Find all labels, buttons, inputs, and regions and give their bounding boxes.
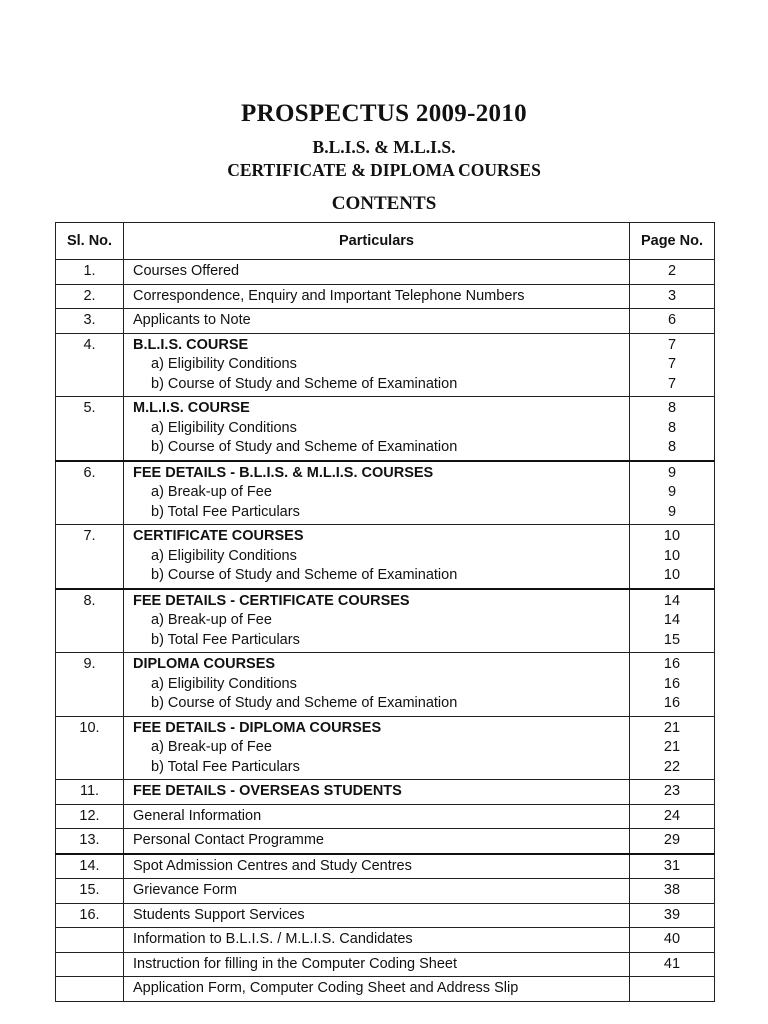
page-no-cell: 39 [630,903,715,928]
table-row [56,397,715,461]
page-number: 8 [667,400,677,416]
sl-no-cell: 4. [56,333,124,397]
page-number: 9 [667,484,677,500]
section-title: CERTIFICATE COURSES [133,528,304,544]
page-no-cell [630,716,715,780]
subsection-item: a) Eligibility Conditions [151,547,297,564]
page-number: 10 [663,547,681,564]
sl-no-cell: 7. [56,525,124,589]
sl-no-cell: 12. [56,804,124,829]
particulars-cell: Applicants to Note [124,309,630,334]
sl-no-cell: 9. [56,653,124,717]
particulars-cell: Instruction for filling in the Computer Coding Sheet [124,952,630,977]
subsection-item: a) Eligibility Conditions [151,419,297,436]
table-row [56,854,715,879]
subsection-item: a) Eligibility Conditions [151,356,297,372]
particulars-cell: Students Support Services [124,903,630,928]
sl-no-cell: 15. [56,879,124,904]
page-number: 16 [663,675,681,692]
particulars-cell [124,461,630,525]
particulars-cell: Courses Offered [124,260,630,285]
sl-no-cell [56,928,124,953]
page-no-cell: 6 [630,309,715,334]
table-row [56,977,715,1002]
page-number: 10 [663,528,681,544]
page-no-cell: 3 [630,284,715,309]
contents-table [55,222,715,1002]
page-no-cell: 31 [630,854,715,879]
subsection-item: b) Course of Study and Scheme of Examination [151,439,458,455]
particulars-cell: General Information [124,804,630,829]
page-no-cell [630,333,715,397]
page-no-cell [630,977,715,1002]
page-number: 16 [663,695,681,711]
page-no-cell: 40 [630,928,715,953]
section-title: DIPLOMA COURSES [133,656,276,672]
subsection-item: a) Break-up of Fee [151,484,272,500]
section-title: FEE DETAILS - CERTIFICATE COURSES [133,592,410,609]
sl-no-cell: 3. [56,309,124,334]
page-number: 15 [663,631,681,648]
table-row [56,716,715,780]
column-header-particulars: Particulars [124,223,630,260]
table-row [56,952,715,977]
particulars-cell: FEE DETAILS - OVERSEAS STUDENTS [124,780,630,805]
table-row [56,525,715,589]
subsection-item: b) Course of Study and Scheme of Examination [151,375,458,392]
section-title: FEE DETAILS - B.L.I.S. & M.L.I.S. COURSES [133,464,434,481]
table-row [56,879,715,904]
particulars-cell [124,589,630,653]
contents-heading: CONTENTS [331,193,437,214]
page-no-cell: 38 [630,879,715,904]
page-number: 16 [663,656,681,672]
table-row [56,260,715,285]
page-number: 9 [667,464,677,481]
column-header-page-no: Page No. [630,223,715,260]
page-title: PROSPECTUS 2009-2010 [241,100,527,127]
sl-no-cell: 8. [56,589,124,653]
subsection-item: a) Break-up of Fee [151,739,272,755]
particulars-cell [124,653,630,717]
sl-no-cell: 16. [56,903,124,928]
page-number: 14 [663,592,681,609]
particulars-cell: Grievance Form [124,879,630,904]
table-row [56,284,715,309]
sl-no-cell [56,977,124,1002]
page-no-cell: 24 [630,804,715,829]
table-row [56,903,715,928]
sl-no-cell: 6. [56,461,124,525]
sl-no-cell: 5. [56,397,124,461]
page-no-cell [630,397,715,461]
sl-no-cell: 1. [56,260,124,285]
table-row [56,804,715,829]
page-number: 7 [667,336,677,353]
sl-no-cell: 11. [56,780,124,805]
section-title: FEE DETAILS - DIPLOMA COURSES [133,719,382,736]
table-row [56,333,715,397]
subsection-item: b) Course of Study and Scheme of Examination [151,695,458,711]
page-number: 14 [663,612,681,628]
page-no-cell: 29 [630,829,715,854]
particulars-cell: Information to B.L.I.S. / M.L.I.S. Candidates [124,928,630,953]
page-number: 8 [667,419,677,436]
table-row [56,928,715,953]
table-row [56,829,715,854]
page-no-cell [630,461,715,525]
particulars-cell [124,397,630,461]
subsection-item: b) Total Fee Particulars [151,758,300,775]
subsection-item: b) Total Fee Particulars [151,503,300,520]
table-header-row [56,223,715,260]
page-no-cell: 23 [630,780,715,805]
table-row [56,461,715,525]
subsection-item: a) Break-up of Fee [151,612,272,628]
page-number: 8 [667,439,677,455]
subsection-item: b) Course of Study and Scheme of Examination [151,567,458,583]
page-no-cell [630,653,715,717]
sl-no-cell: 14. [56,854,124,879]
table-row [56,653,715,717]
particulars-cell [124,525,630,589]
section-title: M.L.I.S. COURSE [133,400,250,416]
page-no-cell [630,525,715,589]
section-title: B.L.I.S. COURSE [133,336,249,353]
table-row [56,589,715,653]
sl-no-cell: 2. [56,284,124,309]
subsection-item: a) Eligibility Conditions [151,675,297,692]
page-no-cell: 41 [630,952,715,977]
subtitle-degrees: B.L.I.S. & M.L.I.S. [312,137,456,157]
page-number: 22 [663,758,681,775]
table-row [56,309,715,334]
particulars-cell [124,716,630,780]
page-number: 21 [663,739,681,755]
page-number: 7 [667,375,677,392]
particulars-cell [124,333,630,397]
page-number: 10 [663,567,681,583]
particulars-cell: Correspondence, Enquiry and Important Telephone Numbers [124,284,630,309]
page-number: 21 [663,719,681,736]
particulars-cell: Personal Contact Programme [124,829,630,854]
subtitle-courses: CERTIFICATE & DIPLOMA COURSES [227,160,541,180]
table-row [56,780,715,805]
sl-no-cell: 10. [56,716,124,780]
sl-no-cell [56,952,124,977]
page-number: 7 [667,356,677,372]
particulars-cell: Spot Admission Centres and Study Centres [124,854,630,879]
sl-no-cell: 13. [56,829,124,854]
page-number: 9 [667,503,677,520]
page-no-cell: 2 [630,260,715,285]
column-header-sl-no: Sl. No. [56,223,124,260]
subsection-item: b) Total Fee Particulars [151,631,300,648]
page-no-cell [630,589,715,653]
particulars-cell: Application Form, Computer Coding Sheet and Address Slip [124,977,630,1002]
